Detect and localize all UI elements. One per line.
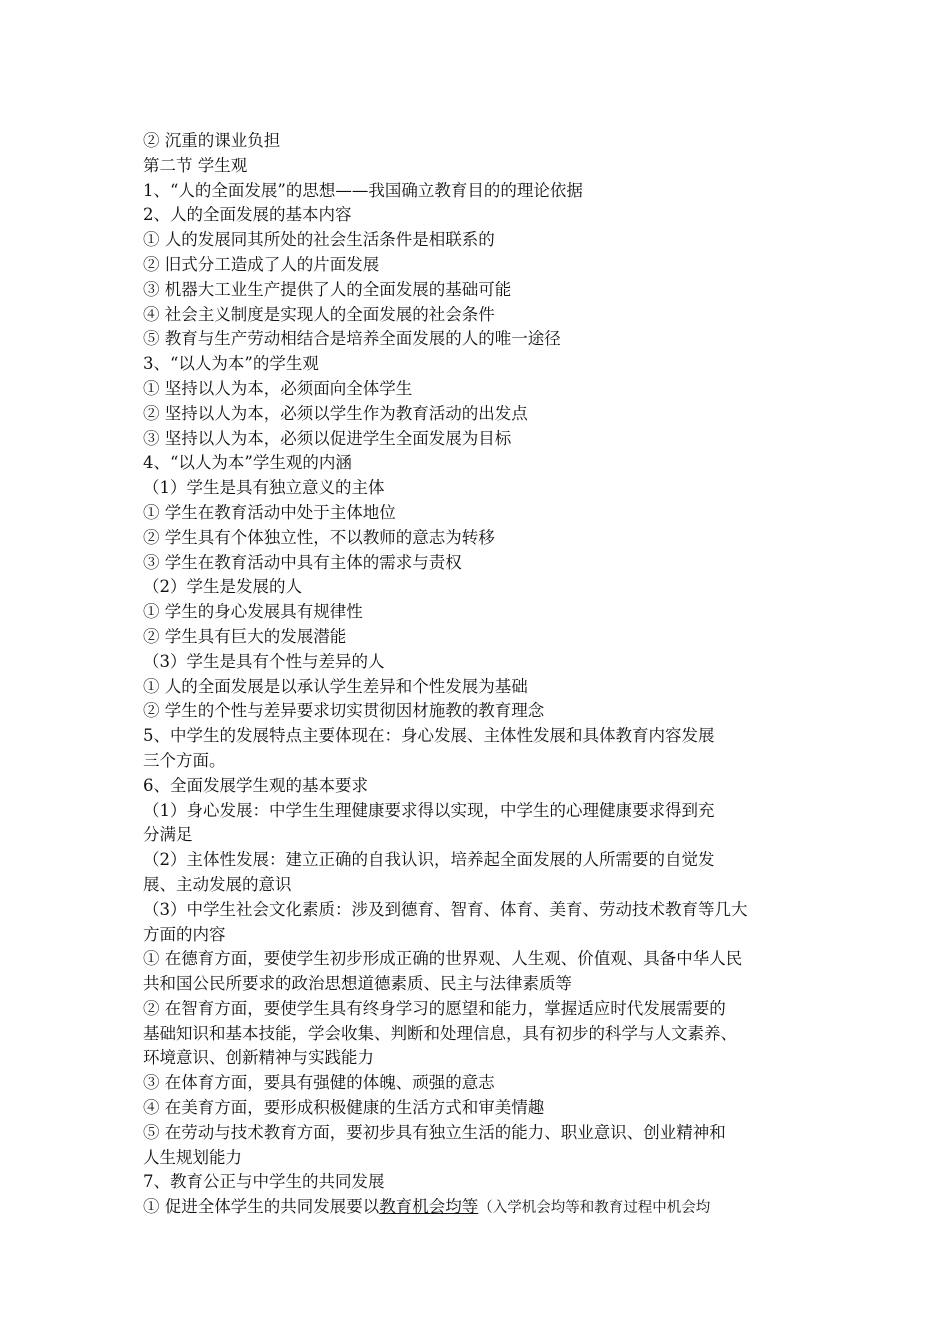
text-line: 三个方面。	[143, 750, 226, 770]
text-line-last	[143, 1195, 811, 1220]
text-line: ② 坚持以人为本，必须以学生作为教育活动的出发点	[143, 403, 528, 423]
text-line: ④ 社会主义制度是实现人的全面发展的社会条件	[143, 304, 495, 324]
text-line: 3、“以人为本”的学生观	[143, 354, 319, 374]
text-line: ③ 坚持以人为本，必须以促进学生全面发展为目标	[143, 428, 512, 448]
text-line: 5、中学生的发展特点主要体现在：身心发展、主体性发展和具体教育内容发展	[143, 726, 715, 746]
text-line: ⑤ 在劳动与技术教育方面，要初步具有独立生活的能力、职业意识、创业精神和	[143, 1122, 726, 1142]
text-line: 方面的内容	[143, 924, 226, 944]
text-line: ① 学生的身心发展具有规律性	[143, 602, 363, 622]
text-line: （2）学生是发展的人	[143, 577, 302, 597]
text-line: 人生规划能力	[143, 1147, 242, 1167]
text-line: 基础知识和基本技能，学会收集、判断和处理信息，具有初步的科学与人文素养、	[143, 1023, 737, 1043]
text-line: ④ 在美育方面，要形成积极健康的生活方式和审美情趣	[143, 1098, 545, 1118]
text-line: 分满足	[143, 825, 193, 845]
last-line-suffix: （入学机会均等和教育过程中机会均	[478, 1200, 711, 1217]
text-line: ② 沉重的课业负担	[143, 131, 281, 150]
text-line: 环境意识、创新精神与实践能力	[143, 1048, 374, 1068]
text-line: 4、“以人为本”学生观的内涵	[143, 453, 352, 473]
underlined-term: 教育机会均等	[379, 1197, 479, 1217]
text-line: ① 学生在教育活动中处于主体地位	[143, 502, 396, 522]
text-lines	[143, 129, 811, 1195]
text-line: 7、教育公正与中学生的共同发展	[143, 1172, 385, 1192]
text-line: ① 在德育方面，要使学生初步形成正确的世界观、人生观、价值观、具备中华人民	[143, 949, 743, 969]
text-line: （2）主体性发展：建立正确的自我认识，培养起全面发展的人所需要的自觉发	[143, 850, 715, 870]
text-line: ① 人的发展同其所处的社会生活条件是相联系的	[143, 230, 495, 250]
text-line: 6、全面发展学生观的基本要求	[143, 775, 368, 795]
text-line: （3）中学生社会文化素质：涉及到德育、智育、体育、美育、劳动技术教育等几大	[143, 899, 748, 919]
text-line: ① 人的全面发展是以承认学生差异和个性发展为基础	[143, 676, 528, 696]
document-body	[143, 129, 811, 1220]
text-line: 2、人的全面发展的基本内容	[143, 205, 352, 225]
text-line: ② 学生具有个体独立性，不以教师的意志为转移	[143, 527, 495, 547]
text-line: ② 学生的个性与差异要求切实贯彻因材施教的教育理念	[143, 701, 545, 721]
text-line: ② 旧式分工造成了人的片面发展	[143, 254, 380, 274]
text-line: ③ 机器大工业生产提供了人的全面发展的基础可能	[143, 279, 512, 299]
text-line: 第二节 学生观	[143, 155, 248, 175]
text-line: ② 学生具有巨大的发展潜能	[143, 626, 347, 646]
last-line-prefix: ① 促进全体学生的共同发展要以	[143, 1197, 380, 1217]
text-line: （1）学生是具有独立意义的主体	[143, 478, 385, 498]
text-line: 1、“人的全面发展”的思想——我国确立教育目的的理论依据	[143, 180, 583, 200]
text-line: ② 在智育方面，要使学生具有终身学习的愿望和能力，掌握适应时代发展需要的	[143, 998, 726, 1018]
text-line: ⑤ 教育与生产劳动相结合是培养全面发展的人的唯一途径	[143, 329, 561, 349]
text-line: ① 坚持以人为本，必须面向全体学生	[143, 378, 413, 398]
text-line: 展、主动发展的意识	[143, 874, 292, 894]
text-line: （3）学生是具有个性与差异的人	[143, 651, 385, 671]
text-line: 共和国公民所要求的政治思想道德素质、民主与法律素质等	[143, 974, 572, 994]
text-line: （1）身心发展：中学生生理健康要求得以实现，中学生的心理健康要求得到充	[143, 800, 715, 820]
text-line: ③ 在体育方面，要具有强健的体魄、顽强的意志	[143, 1073, 495, 1093]
text-line: ③ 学生在教育活动中具有主体的需求与责权	[143, 552, 462, 572]
